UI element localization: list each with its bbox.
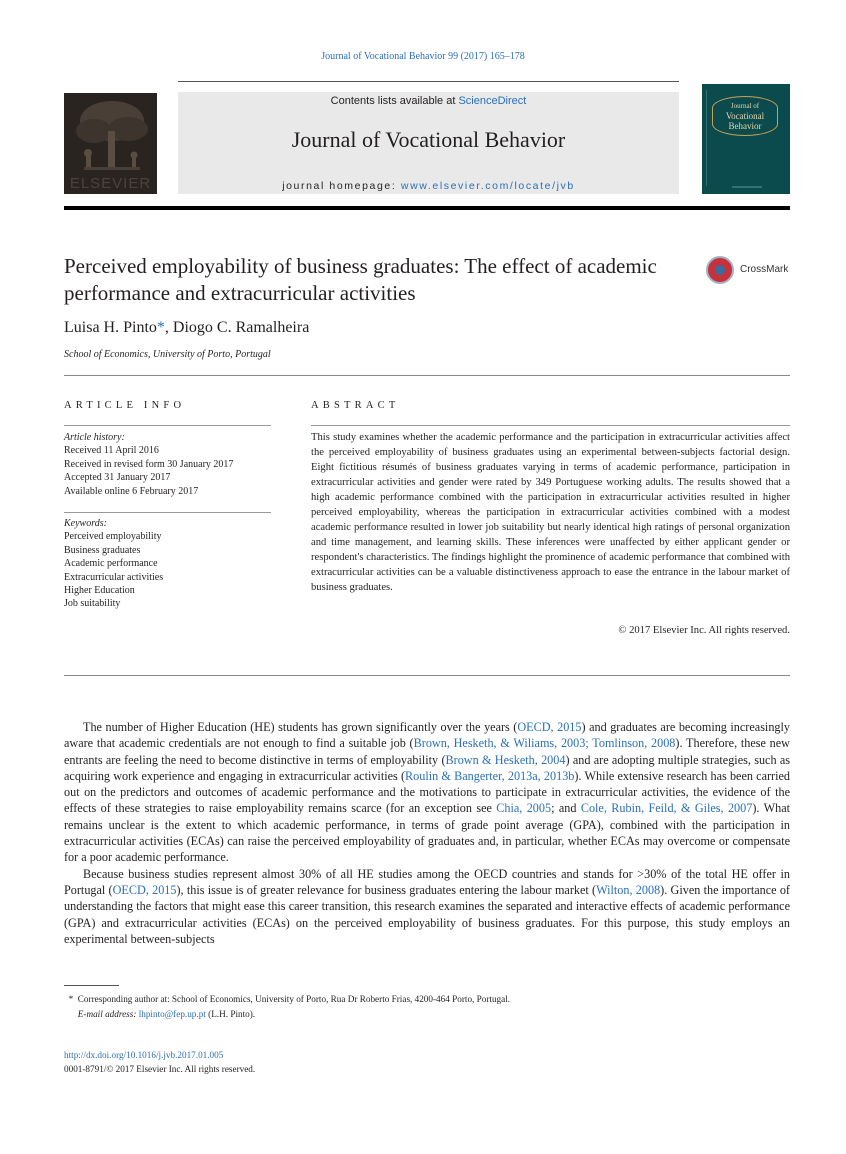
- article-info-heading: ARTICLE INFO: [64, 400, 186, 411]
- cover-title-line2: Vocational: [725, 111, 765, 121]
- citation-link[interactable]: Cole, Rubin, Feild, & Giles, 2007: [580, 801, 753, 816]
- footnote: [64, 992, 790, 1021]
- body-text-run: ). Given the importance of understanding the factors that might ease this career transition, this research examines the separated and interactive effects of academic performance (GPA) and extracurricular activities (ECAs) on the perceived employability of business graduates. For this purpose, this study employs an experimental between-subjects: [64, 882, 790, 946]
- email-line: [64, 1007, 790, 1022]
- keywords-rule: [64, 512, 271, 513]
- keyword-item: Academic performance: [64, 558, 158, 570]
- body-text-run: Because business studies represent almost 30% of all HE studies among the OECD countries and stands for >30% of the total HE offer in Portugal (: [64, 866, 790, 897]
- journal-title: Journal of Vocational Behavior: [291, 127, 566, 152]
- tree-icon: [64, 93, 157, 173]
- body-text-run: ; and: [551, 801, 581, 816]
- footnote-mark: *: [68, 994, 74, 1004]
- body-text-run: ) and are adopting multiple strategies, such as acquiring work experience and engaging in extracurricular activities (: [64, 752, 790, 783]
- journal-citation[interactable]: Journal of Vocational Behavior 99 (2017) 165–178: [321, 51, 525, 62]
- body-text: [64, 719, 790, 947]
- abstract-text: This study examines whether the academic performance and the participation in extracurricular activities affect the perceived employability of business graduates using an experimental between-subjects factorial design. Eight fictitious résumés of business graduates varying in terms of academic performance, participation in extracurricular activities and gender were rated by 349 Portuguese working adults. The results showed that a high academic performance combined with the participation in extracurricular activities resulted in higher perceived employability, whereas the participation in extracurricular activities combined with a modest academic performance resulted in lower job suitability but nearly identical high ratings of personal organization and time management, and learning skills. These inferences were unaffected by either applicant gender or respondent's characteristics. The findings highlight the prominence of academic performance that combined with extracurricular activities can be a valuable distinctiveness approach to ease the entrance in the labour market of business graduates.: [311, 432, 790, 593]
- cover-footline: [732, 186, 762, 188]
- abstract-heading: ABSTRACT: [311, 400, 400, 411]
- body-text-run: The number of Higher Education (HE) students has grown significantly over the years (: [83, 720, 518, 734]
- body-text-run: ). What remains unclear is the extent to which academic performance, in terms of grade point average (GPA), combined with the participation in extracurricular activities (ECAs) can raise the perceived employability of graduates and, in particular, whether ECAs may overcome or compensate for a poor academic performance.: [64, 801, 790, 865]
- header-rule: [178, 81, 679, 82]
- keyword-item: Higher Education: [64, 585, 135, 597]
- header-thick-rule: [64, 206, 790, 210]
- contents-line: [178, 95, 679, 107]
- crossmark-label: CrossMark: [740, 264, 789, 275]
- citation-link[interactable]: OECD, 2015: [112, 882, 177, 897]
- journal-homepage: [178, 180, 679, 192]
- cover-title-line1: Journal of: [730, 102, 760, 110]
- history-label: Article history:: [64, 432, 125, 443]
- sciencedirect-link[interactable]: ScienceDirect: [458, 95, 527, 107]
- body-text-run: ), this issue is of greater relevance for business graduates entering the labour market (: [176, 882, 597, 897]
- history-item: Available online 6 February 2017: [64, 485, 199, 497]
- abstract-end-rule: [64, 675, 790, 676]
- cover-title-line3: Behavior: [728, 121, 762, 131]
- citation-link[interactable]: Brown & Hesketh, 2004: [445, 752, 566, 767]
- citation-link[interactable]: Chia, 2005: [496, 801, 552, 816]
- journal-cover: [702, 84, 790, 194]
- crossmark-badge[interactable]: [706, 256, 796, 290]
- article-history: [64, 431, 271, 498]
- keyword-item: Business graduates: [64, 544, 141, 556]
- author-2: Diogo C. Ramalheira: [172, 319, 310, 336]
- corresponding-author-note: [64, 992, 790, 1007]
- article-info-rule: [64, 425, 271, 426]
- email-link[interactable]: lhpinto@fep.up.pt: [138, 1008, 206, 1019]
- title-rule: [64, 375, 790, 376]
- history-item: Received 11 April 2016: [64, 445, 159, 457]
- citation-link[interactable]: Roulin & Bangerter, 2013a, 2013b: [405, 768, 575, 783]
- cover-spine: [706, 90, 707, 186]
- cover-title-badge: [712, 96, 778, 136]
- doi-link[interactable]: http://dx.doi.org/10.1016/j.jvb.2017.01.005: [64, 1050, 224, 1060]
- crossmark-icon: [706, 256, 734, 284]
- doi-block: [64, 1048, 255, 1076]
- abstract-rule: [311, 425, 790, 426]
- authors: [64, 319, 309, 337]
- author-1: Luisa H. Pinto: [64, 319, 157, 336]
- keywords: [64, 517, 271, 611]
- homepage-link[interactable]: www.elsevier.com/locate/jvb: [400, 180, 575, 192]
- keyword-item: Job suitability: [64, 598, 121, 610]
- author-separator: ,: [164, 319, 173, 336]
- citation-link[interactable]: OECD, 2015: [517, 720, 582, 734]
- elsevier-logo: [64, 93, 157, 194]
- abstract-copyright: © 2017 Elsevier Inc. All rights reserved.: [618, 625, 790, 636]
- history-item: Accepted 31 January 2017: [64, 472, 171, 484]
- footnote-rule: [64, 985, 119, 986]
- email-label: E-mail address:: [77, 1008, 137, 1019]
- corresponding-author-text: Corresponding author at: School of Economics, University of Porto, Rua Dr Roberto Frias, 4200-464 Porto, Portugal.: [77, 994, 511, 1004]
- body-paragraph-1: [64, 719, 790, 866]
- body-text-run: ) and graduates are becoming increasingly aware that academic credentials are not enough to find a suitable job (: [64, 720, 790, 751]
- keyword-item: Extracurricular activities: [64, 571, 164, 583]
- keywords-label: Keywords:: [64, 518, 107, 529]
- history-item: Received in revised form 30 January 2017: [64, 458, 234, 470]
- citation-link[interactable]: Wilton, 2008: [596, 882, 661, 897]
- affiliation: School of Economics, University of Porto, Portugal: [64, 349, 271, 360]
- publisher-wordmark: ELSEVIER: [69, 175, 152, 192]
- email-suffix: (L.H. Pinto).: [205, 1008, 256, 1019]
- contents-prefix: Contents lists available at: [330, 95, 459, 107]
- homepage-prefix: journal homepage:: [282, 180, 401, 192]
- body-text-run: ). While extensive research has been carried out on the predictors and outcomes of academic performance and the motivations to participate in extracurricular activities, the evidence of the effects of these strategies to raise employability remains scarce (for an exception see: [64, 768, 790, 816]
- corresponding-author-mark[interactable]: *: [156, 319, 165, 336]
- article-title: Perceived employability of business graduates: The effect of academic performance and extracurricular activities: [64, 254, 657, 305]
- citation-link[interactable]: Brown, Hesketh, & Wiliams, 2003; Tomlinson, 2008: [413, 736, 676, 751]
- keyword-item: Perceived employability: [64, 531, 162, 543]
- issn-line: 0001-8791/© 2017 Elsevier Inc. All rights reserved.: [64, 1064, 256, 1074]
- body-paragraph-2: [64, 866, 790, 947]
- body-text-run: ). Therefore, these new entrants are feeling the need to become distinctive in terms of employability (: [64, 736, 790, 767]
